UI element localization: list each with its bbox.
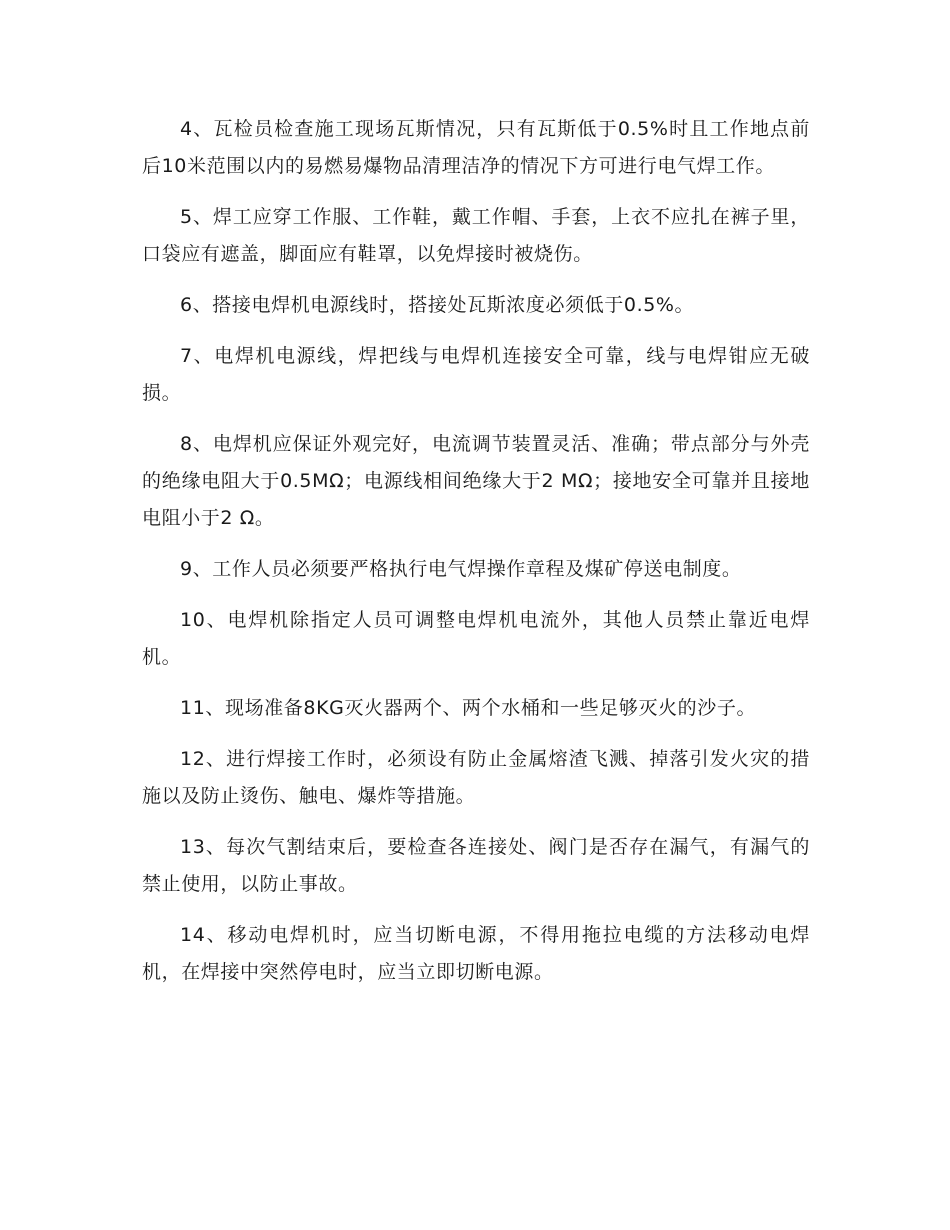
paragraph-item-14: 14、移动电焊机时，应当切断电源，不得用拖拉电缆的方法移动电焊机，在焊接中突然停电时，应当立即切断电源。: [142, 924, 810, 983]
paragraph-item-13: 13、每次气割结束后，要检查各连接处、阀门是否存在漏气，有漏气的禁止使用，以防止事故。: [142, 836, 810, 895]
paragraph-item-4: 4、瓦检员检查施工现场瓦斯情况，只有瓦斯低于0.5%时且工作地点前后10米范围以内的易燃易爆物品清理洁净的情况下方可进行电气焊工作。: [142, 118, 810, 177]
paragraph-item-8: 8、电焊机应保证外观完好，电流调节装置灵活、准确；带点部分与外壳的绝缘电阻大于0.5MΩ；电源线相间绝缘大于2 MΩ；接地安全可靠并且接地电阻小于2 Ω。: [142, 433, 810, 529]
document-body: [142, 111, 810, 1005]
paragraph-item-6: 6、搭接电焊机电源线时，搭接处瓦斯浓度必须低于0.5%。: [180, 294, 695, 316]
paragraph-item-5: 5、焊工应穿工作服、工作鞋，戴工作帽、手套，上衣不应扎在裤子里，口袋应有遮盖，脚面应有鞋罩，以免焊接时被烧伤。: [142, 206, 810, 265]
paragraph-item-10: 10、电焊机除指定人员可调整电焊机电流外，其他人员禁止靠近电焊机。: [142, 609, 810, 668]
paragraph-item-12: 12、进行焊接工作时，必须设有防止金属熔渣飞溅、掉落引发火灾的措施以及防止烫伤、触电、爆炸等措施。: [142, 748, 810, 807]
paragraph-item-11: 11、现场准备8KG灭火器两个、两个水桶和一些足够灭火的沙子。: [180, 697, 757, 719]
paragraph-item-7: 7、电焊机电源线，焊把线与电焊机连接安全可靠，线与电焊钳应无破损。: [142, 345, 810, 404]
paragraph-item-9: 9、工作人员必须要严格执行电气焊操作章程及煤矿停送电制度。: [180, 558, 742, 580]
